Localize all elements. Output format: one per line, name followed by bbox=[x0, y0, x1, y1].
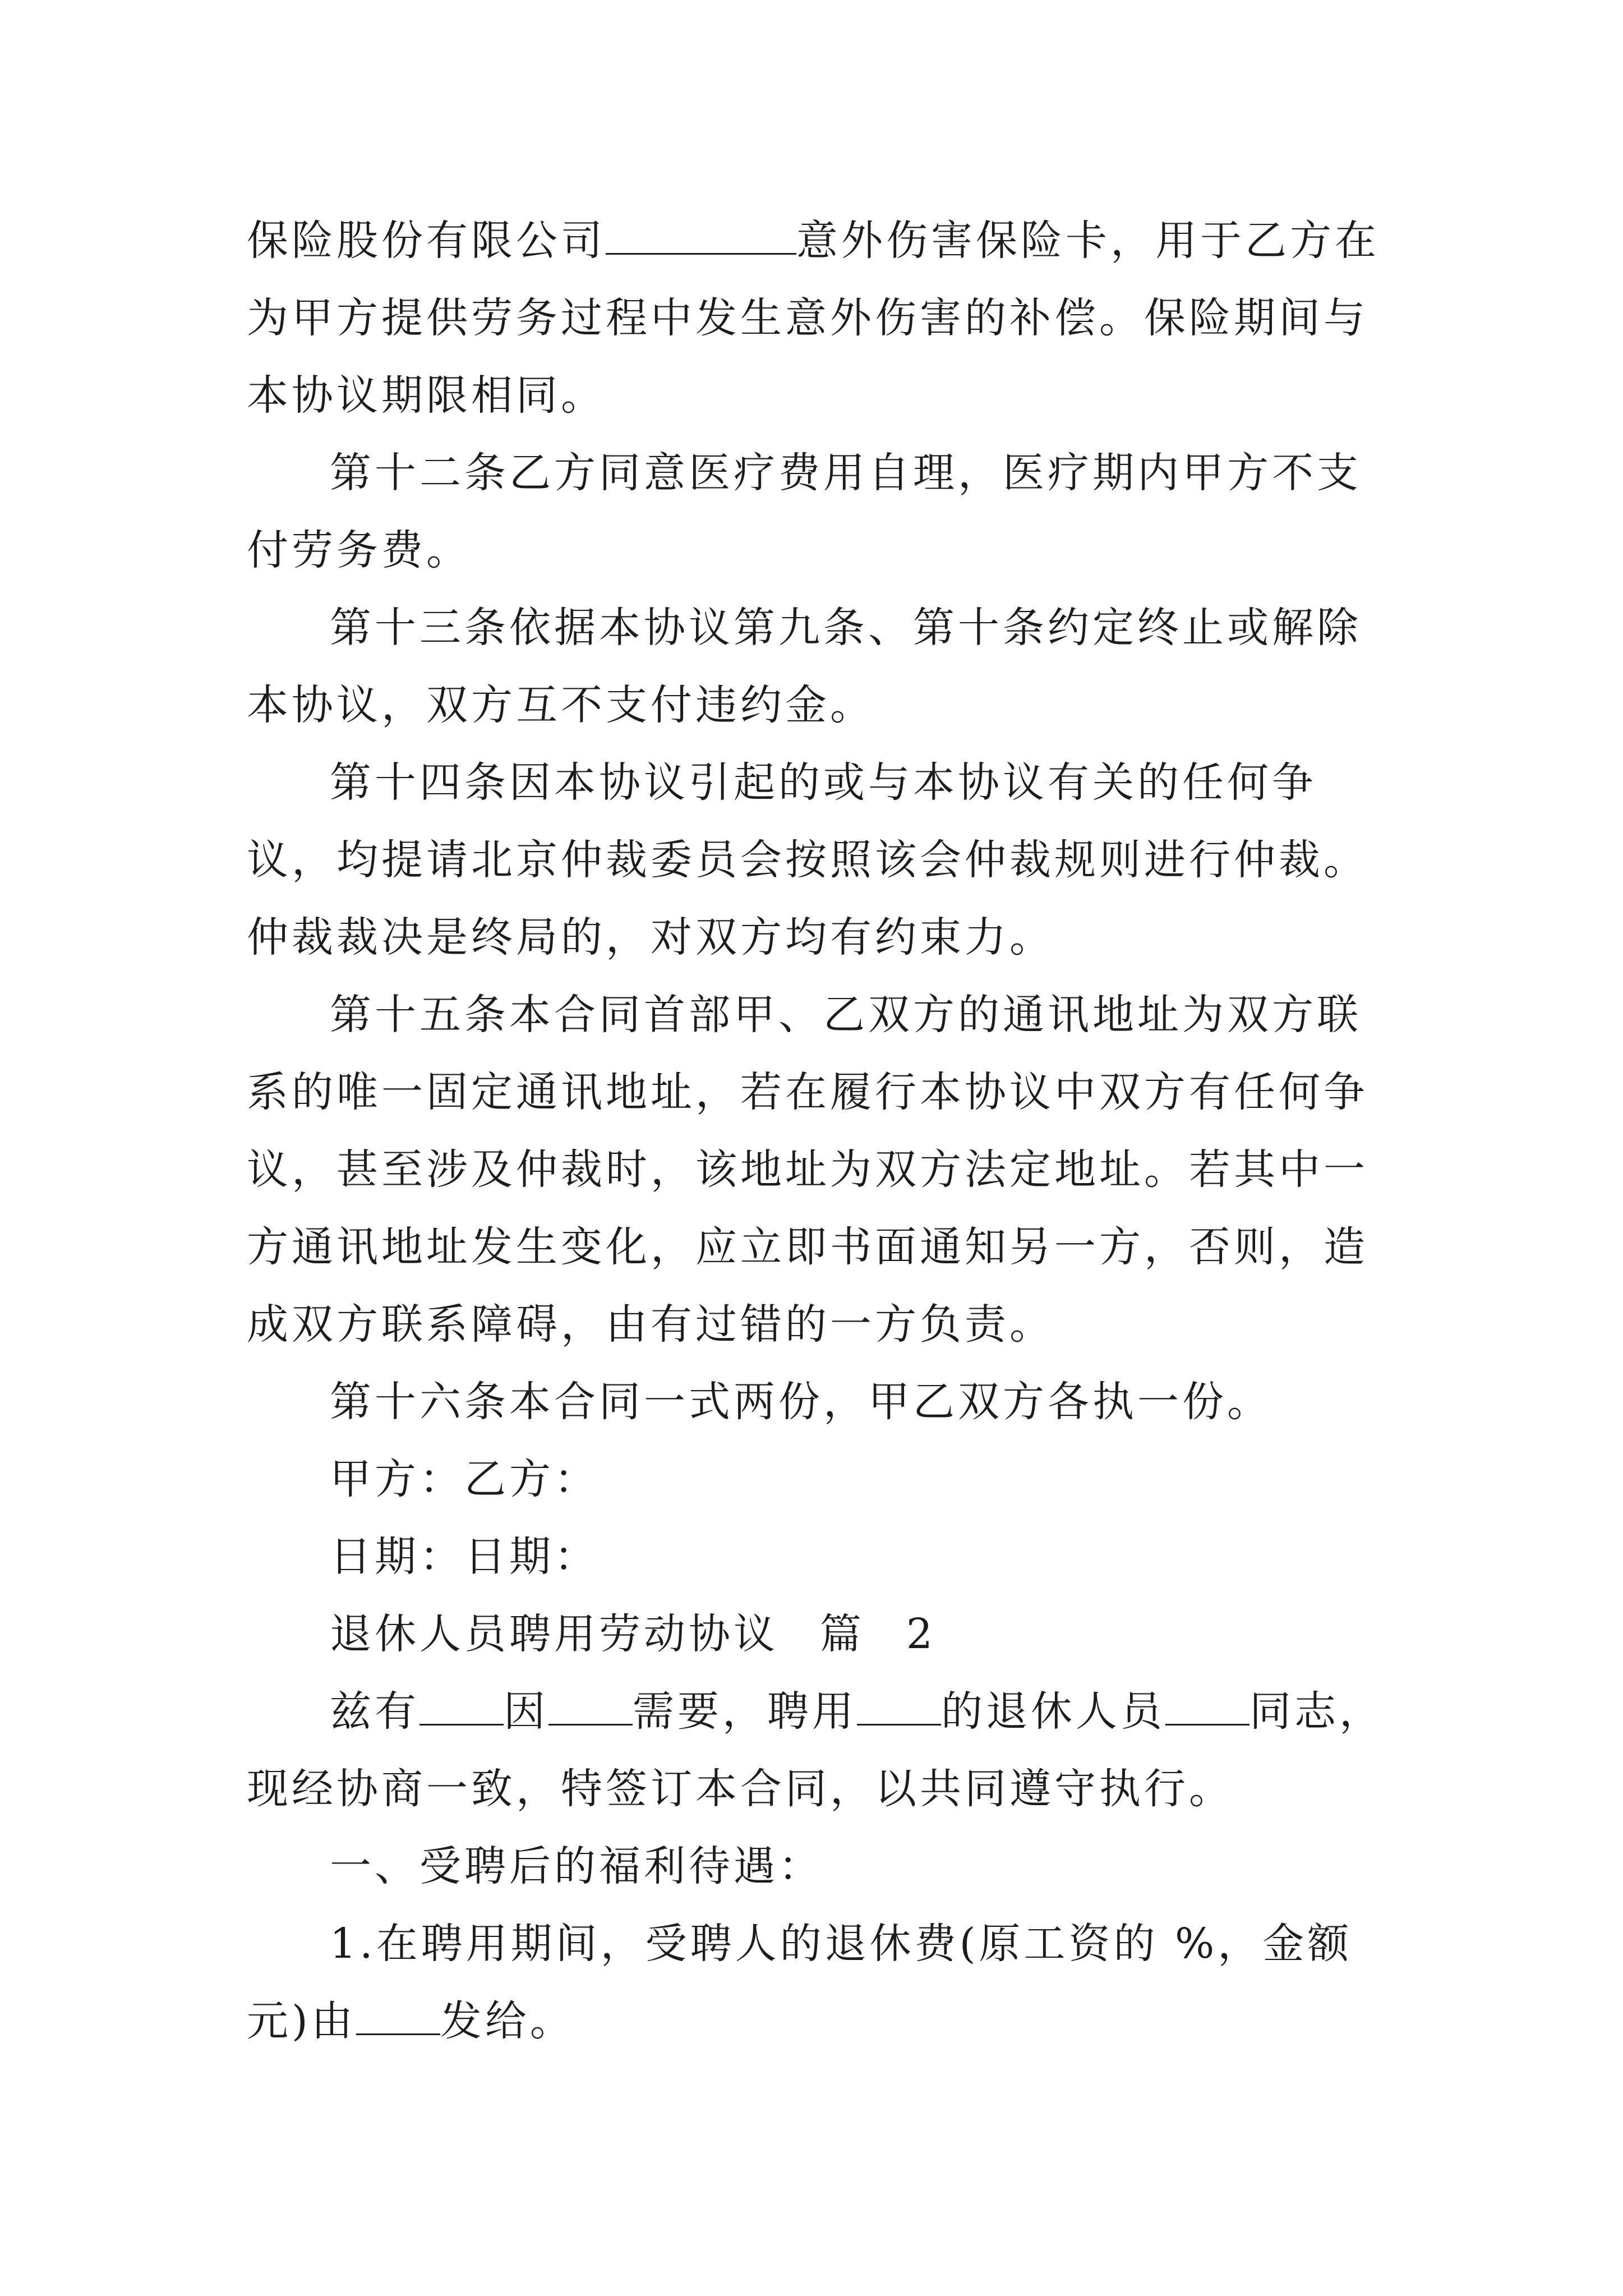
document-body bbox=[247, 202, 1391, 2060]
text-segment: 发给。 bbox=[440, 1997, 575, 2045]
text-segment: 的退休人员 bbox=[941, 1687, 1165, 1736]
text-segment: 需要，聘用 bbox=[633, 1687, 857, 1736]
fill-in-blank bbox=[548, 1686, 633, 1726]
paragraph-article-14: 第十四条因本协议引起的或与本协议有关的任何争议，均提请北京仲裁委员会按照该会仲裁规则进行仲裁。仲裁裁决是终局的，对双方均有约束力。 bbox=[247, 758, 1368, 961]
fill-in-blank bbox=[419, 1686, 504, 1726]
text-segment: 兹有 bbox=[330, 1687, 419, 1736]
paragraph-article-15: 第十五条本合同首部甲、乙双方的通讯地址为双方联系的唯一固定通讯地址，若在履行本协议中双方有任何争议，甚至涉及仲裁时，该地址为双方法定地址。若其中一方通讯地址发生变化，应立即书面通知另一方，否则，造成双方联系障碍，由有过错的一方负责。 bbox=[247, 991, 1368, 1349]
paragraph-article-13: 第十三条依据本协议第九条、第十条约定终止或解除本协议，双方互不支付违约金。 bbox=[247, 604, 1362, 729]
fill-in-blank bbox=[1165, 1686, 1249, 1726]
text-segment: 保险股份有限公司 bbox=[247, 217, 606, 265]
text-segment: 同志，现经协商一致，特签订本合同，以共同遵守执行。 bbox=[247, 1687, 1384, 1813]
paragraph-benefit-1 bbox=[247, 1905, 1391, 2060]
paragraph-hiring-intro bbox=[247, 1673, 1391, 1828]
text-segment: 因 bbox=[504, 1687, 548, 1736]
fill-in-blank bbox=[857, 1686, 941, 1726]
paragraph-article-16: 第十六条本合同一式两份，甲乙双方各执一份。 bbox=[330, 1378, 1272, 1426]
paragraph-article-12: 第十二条乙方同意医疗费用自理，医疗期内甲方不支付劳务费。 bbox=[247, 449, 1362, 574]
signature-parties-line: 甲方：乙方： bbox=[330, 1455, 599, 1503]
text-segment: 1.在聘用期间，受聘人的退休费(原工资的 %，金额 元)由 bbox=[247, 1920, 1353, 2045]
text-segment: 意外伤害保险卡，用于乙方在为甲方提供劳务过程中发生意外伤害的补偿。保险期间与本协议期限相同。 bbox=[247, 217, 1380, 420]
fill-in-blank bbox=[606, 215, 796, 255]
signature-dates-line: 日期：日期： bbox=[330, 1533, 599, 1581]
paragraph-insurance bbox=[247, 202, 1391, 434]
paragraph-benefits-heading: 一、受聘后的福利待遇： bbox=[330, 1842, 823, 1890]
section-heading: 退休人员聘用劳动协议 篇 2 bbox=[330, 1610, 936, 1658]
fill-in-blank bbox=[356, 1996, 440, 2035]
